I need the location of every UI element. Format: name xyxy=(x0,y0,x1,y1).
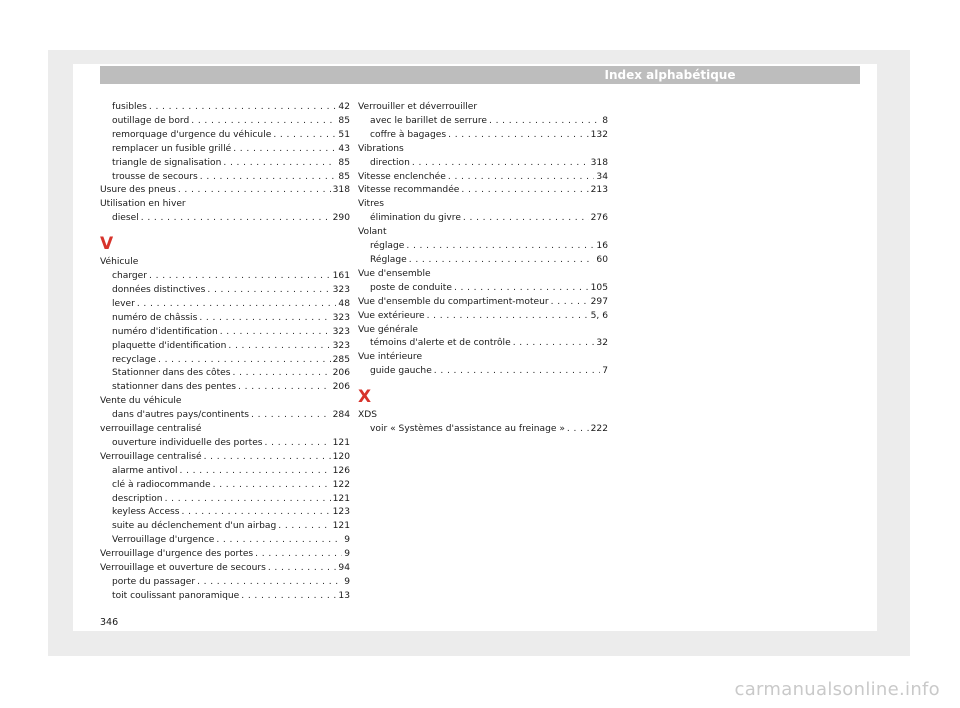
index-entry xyxy=(358,184,608,198)
index-entry xyxy=(100,451,350,465)
index-entry xyxy=(358,129,608,143)
entry-text: remplacer un fusible grillé xyxy=(112,143,232,154)
entry-text: recyclage xyxy=(112,354,156,365)
entry-text: charger xyxy=(112,271,148,282)
entry-page: 121 xyxy=(332,437,350,448)
entry-page: 122 xyxy=(332,479,350,490)
entry-page: 323 xyxy=(332,326,350,337)
entry-text: outillage de bord xyxy=(112,115,190,126)
entry-text: coffre à bagages xyxy=(370,129,447,140)
index-entry xyxy=(100,184,350,198)
entry-text: toit coulissant panoramique xyxy=(112,590,240,601)
entry-text: guide gauche xyxy=(370,366,432,377)
entry-page: 60 xyxy=(596,254,608,265)
index-entry xyxy=(100,534,350,548)
entry-page: 323 xyxy=(332,340,350,351)
section-letter-v: V xyxy=(100,234,114,255)
entry-text: Verrouillage et ouverture de secours xyxy=(100,563,266,574)
entry-page: 285 xyxy=(332,354,350,365)
entry-text: Vitesse enclenchée xyxy=(358,171,446,182)
entry-text: Verrouillage centralisé xyxy=(100,451,202,462)
entry-page: 284 xyxy=(332,410,350,421)
index-entry xyxy=(100,437,350,451)
entry-text: Réglage xyxy=(370,254,407,265)
index-entry xyxy=(100,562,350,576)
entry-text: Stationner dans des côtes xyxy=(112,368,231,379)
index-entry xyxy=(100,212,350,226)
index-entry xyxy=(358,423,608,437)
entry-text: lever xyxy=(112,298,135,309)
entry-page: 123 xyxy=(332,507,350,518)
entry-text: porte du passager xyxy=(112,577,196,587)
index-entry xyxy=(100,381,350,395)
index-entry xyxy=(100,576,350,590)
entry-text: Vue d'ensemble du compartiment-moteur xyxy=(358,296,549,307)
entry-page: 222 xyxy=(590,424,608,435)
index-entry xyxy=(358,282,608,296)
index-entry xyxy=(358,240,608,254)
index-entry xyxy=(100,129,350,143)
index-entry xyxy=(100,590,350,604)
entry-text: numéro d'identification xyxy=(112,326,218,337)
entry-page: 121 xyxy=(332,493,350,504)
entry-page: 8 xyxy=(602,115,608,126)
index-entry xyxy=(358,337,608,351)
index-entry xyxy=(100,157,350,171)
index-heading: Verrouiller et déverrouiller xyxy=(358,102,478,112)
index-entry xyxy=(100,115,350,129)
index-entry xyxy=(100,465,350,479)
entry-page: 323 xyxy=(332,284,350,295)
entry-text: témoins d'alerte et de contrôle xyxy=(370,338,511,349)
entry-text: élimination du givre xyxy=(370,213,461,224)
section-letter-x: X xyxy=(358,387,372,408)
entry-page: 9 xyxy=(344,577,350,587)
entry-text: Usure des pneus xyxy=(100,185,176,196)
index-heading: Vue générale xyxy=(358,324,419,335)
entry-page: 9 xyxy=(344,535,350,546)
index-column-left xyxy=(100,101,350,604)
index-heading: Vitres xyxy=(358,199,384,210)
watermark: carmanualsonline.info xyxy=(734,679,940,700)
entry-page: 85 xyxy=(338,157,350,168)
entry-page: 206 xyxy=(332,368,350,379)
entry-page: 51 xyxy=(338,129,350,140)
entry-text: Verrouillage d'urgence xyxy=(112,535,215,546)
index-entry xyxy=(358,171,608,185)
index-entry xyxy=(358,310,608,324)
entry-page: 43 xyxy=(338,143,350,154)
entry-page: 5, 6 xyxy=(590,310,608,321)
entry-text: plaquette d'identification xyxy=(112,340,227,351)
entry-page: 213 xyxy=(590,185,608,196)
index-entry xyxy=(100,326,350,340)
index-entry xyxy=(100,548,350,562)
entry-text: avec le barillet de serrure xyxy=(370,115,487,126)
entry-text: trousse de secours xyxy=(112,171,198,182)
entry-text: poste de conduite xyxy=(370,282,452,293)
entry-page: 318 xyxy=(332,185,350,196)
entry-text: ouverture individuelle des portes xyxy=(112,437,263,448)
entry-text: Vitesse recommandée xyxy=(358,185,460,196)
entry-page: 85 xyxy=(338,115,350,126)
entry-page: 48 xyxy=(338,298,350,309)
index-entry xyxy=(358,115,608,129)
entry-page: 120 xyxy=(332,451,350,462)
entry-page: 323 xyxy=(332,312,350,323)
entry-page: 121 xyxy=(332,521,350,532)
header-bar xyxy=(100,66,860,84)
entry-text: Verrouillage d'urgence des portes xyxy=(100,549,254,560)
index-entry xyxy=(358,365,608,379)
entry-text: voir « Systèmes d'assistance au freinage » xyxy=(370,424,565,435)
entry-text: réglage xyxy=(370,241,405,252)
entry-page: 105 xyxy=(590,282,608,293)
index-entry xyxy=(100,171,350,185)
index-entry xyxy=(100,270,350,284)
entry-page: 9 xyxy=(344,549,350,560)
index-entry xyxy=(100,506,350,520)
entry-text: dans d'autres pays/continents xyxy=(112,410,250,421)
index-entry xyxy=(358,254,608,268)
entry-page: 297 xyxy=(590,296,608,307)
entry-page: 94 xyxy=(338,563,350,574)
entry-text: fusibles xyxy=(112,102,147,112)
index-entry xyxy=(100,367,350,381)
entry-page: 13 xyxy=(338,590,350,601)
index-entry xyxy=(100,101,350,115)
index-entry xyxy=(100,298,350,312)
entry-text: Vue extérieure xyxy=(358,310,425,321)
entry-page: 290 xyxy=(332,213,350,224)
index-heading: Volant xyxy=(358,227,387,238)
index-entry xyxy=(100,409,350,423)
entry-page: 7 xyxy=(602,366,608,377)
index-heading: XDS xyxy=(358,410,378,421)
entry-text: triangle de signalisation xyxy=(112,157,222,168)
entry-text: description xyxy=(112,493,163,504)
entry-page: 85 xyxy=(338,171,350,182)
entry-text: diesel xyxy=(112,213,139,224)
page-number: 346 xyxy=(100,617,119,628)
entry-text: données distinctives xyxy=(112,284,206,295)
header-title: Index alphabétique xyxy=(604,68,736,82)
entry-page: 206 xyxy=(332,382,350,393)
index-heading: verrouillage centralisé xyxy=(100,424,202,435)
index-heading: Véhicule xyxy=(100,257,139,268)
entry-text: keyless Access xyxy=(112,507,180,518)
entry-page: 132 xyxy=(590,129,608,140)
entry-text: stationner dans des pentes xyxy=(112,382,237,393)
entry-text: direction xyxy=(370,157,410,168)
entry-page: 16 xyxy=(596,241,608,252)
index-entry xyxy=(100,143,350,157)
entry-page: 34 xyxy=(596,171,608,182)
index-entry xyxy=(100,340,350,354)
entry-page: 276 xyxy=(590,213,608,224)
index-entry xyxy=(358,212,608,226)
index-entry xyxy=(100,312,350,326)
entry-text: remorquage d'urgence du véhicule xyxy=(112,129,272,140)
index-column-right xyxy=(358,101,608,437)
entry-page: 126 xyxy=(332,465,350,476)
index-entry xyxy=(358,157,608,171)
entry-text: alarme antivol xyxy=(112,465,178,476)
entry-text: numéro de châssis xyxy=(112,312,198,323)
index-heading: Vue intérieure xyxy=(358,352,423,363)
index-entry xyxy=(100,479,350,493)
index-entry xyxy=(100,284,350,298)
entry-page: 161 xyxy=(332,271,350,282)
index-heading: Utilisation en hiver xyxy=(100,199,186,210)
index-entry xyxy=(100,354,350,368)
index-entry xyxy=(100,493,350,507)
entry-text: clé à radiocommande xyxy=(112,479,211,490)
entry-text: suite au déclenchement d'un airbag xyxy=(112,521,277,532)
index-entry xyxy=(100,520,350,534)
entry-page: 318 xyxy=(590,157,608,168)
index-heading: Vue d'ensemble xyxy=(358,268,431,279)
index-entry xyxy=(358,296,608,310)
index-heading: Vibrations xyxy=(358,143,404,154)
entry-page: 42 xyxy=(338,102,350,112)
index-heading: Vente du véhicule xyxy=(100,396,182,407)
entry-page: 32 xyxy=(596,338,608,349)
